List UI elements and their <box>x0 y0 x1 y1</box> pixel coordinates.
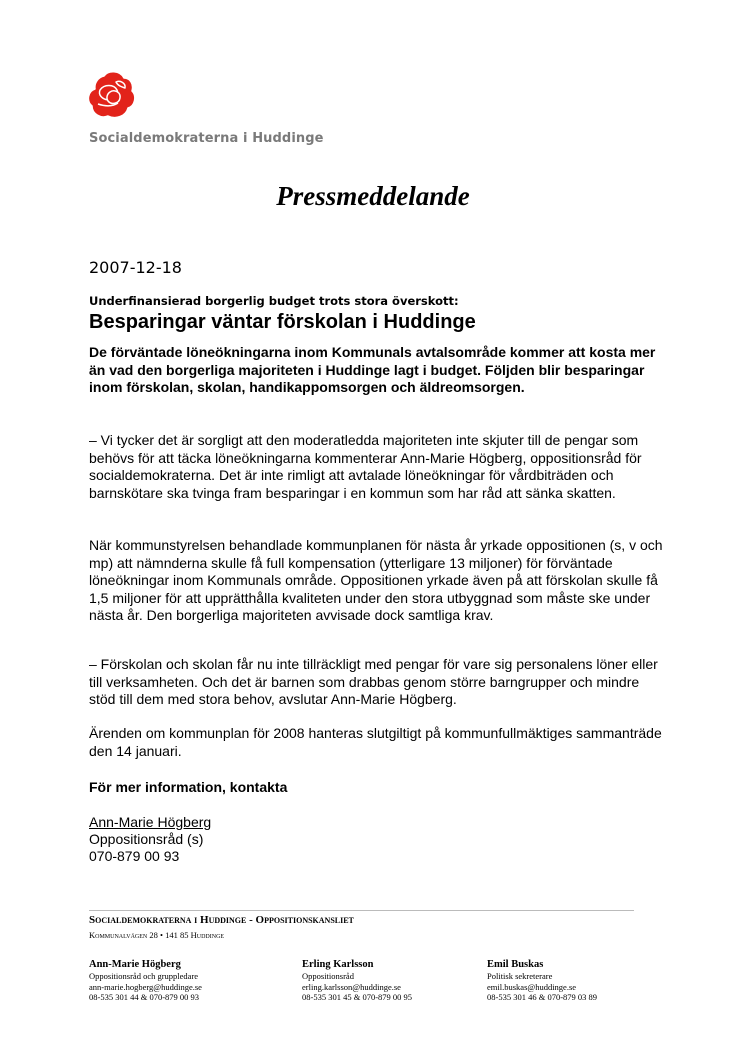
contact-name-link[interactable]: Ann-Marie Högberg <box>89 814 212 830</box>
person-email[interactable]: erling.karlsson@huddinge.se <box>302 981 401 992</box>
person-email[interactable]: ann-marie.hogberg@huddinge.se <box>89 981 202 992</box>
person-phone: 08-535 301 45 & 070-879 00 95 <box>302 992 413 1002</box>
body-paragraph: När kommunstyrelsen behandlade kommunplanen för nästa år yrkade oppositionen (s, v och mp) att nämnderna skulle få full kompensation (ytterligare 13 miljoner) för förväntade löneökningar inom Kommunals område. Oppositionen yrkade även på att förskolan skulle få 1,5 miljoner för att upprätthålla kvaliteten under den stora utbyggnad som måste ske under nästa år. Den borgerliga majoriteten avvisade dock samtliga krav. <box>89 537 663 623</box>
page-title: Pressmeddelande <box>276 181 470 211</box>
person-name: Emil Buskas <box>487 959 544 970</box>
contact-phone: 070-879 00 93 <box>89 848 180 864</box>
contact-role: Oppositionsråd (s) <box>89 831 204 847</box>
person-phone: 08-535 301 44 & 070-879 00 93 <box>89 992 200 1002</box>
headline: Besparingar väntar förskolan i Huddinge <box>89 311 476 333</box>
person-title: Politisk sekreterare <box>487 971 553 981</box>
footer-person <box>487 958 597 1003</box>
person-name: Ann-Marie Högberg <box>89 959 181 970</box>
person-title: Oppositionsråd <box>302 971 354 981</box>
rose-logo-icon <box>86 70 138 122</box>
body-paragraph: Ärenden om kommunplan för 2008 hanteras slutgiltigt på kommunfullmäktiges sammanträde den 14 januari. <box>89 725 662 759</box>
footer-person <box>89 958 202 1003</box>
person-email[interactable]: emil.buskas@huddinge.se <box>487 981 577 992</box>
person-name: Erling Karlsson <box>302 959 374 970</box>
lead-paragraph: De förväntade löneökningarna inom Kommunals avtalsområde kommer att kosta mer än vad den borgerliga majoriteten i Huddinge lagt i budget. Följden blir besparingar inom förskolan, skolan, handikappomsorgen och äldreomsorgen. <box>89 344 656 395</box>
footer-divider <box>89 910 634 911</box>
press-date: 2007-12-18 <box>89 258 182 277</box>
body-paragraph: – Förskolan och skolan får nu inte tillräckligt med pengar för vare sig personalens löner eller till verksamheten. Och det är barnen som drabbas genom större barngrupper och mindre stöd till dem med stora behov, avslutar Ann-Marie Högberg. <box>89 656 658 707</box>
contact-block <box>89 814 211 865</box>
footer-person <box>302 958 412 1003</box>
footer-organization: Socialdemokraterna i Huddinge - Oppositionskansliet <box>89 914 354 926</box>
footer-address: Kommunalvägen 28 • 141 85 Huddinge <box>89 930 225 940</box>
body-paragraph: – Vi tycker det är sorgligt att den moderatledda majoriteten inte skjuter till de pengar som behövs för att täcka löneökningarna kommenterar Ann-Marie Högberg, oppositionsråd för socialdemokraterna. Det är inte rimligt att avtalade löneökningar för vårdbiträden och barnskötare ska tvinga fram besparingar i en kommun som har råd att sänka skatten. <box>89 432 642 501</box>
kicker: Underfinansierad borgerlig budget trots stora överskott: <box>89 294 459 308</box>
contact-heading: För mer information, kontakta <box>89 779 288 795</box>
person-phone: 08-535 301 46 & 070-879 03 89 <box>487 992 598 1002</box>
person-title: Oppositionsråd och gruppledare <box>89 971 199 981</box>
organization-name: Socialdemokraterna i Huddinge <box>89 131 324 146</box>
